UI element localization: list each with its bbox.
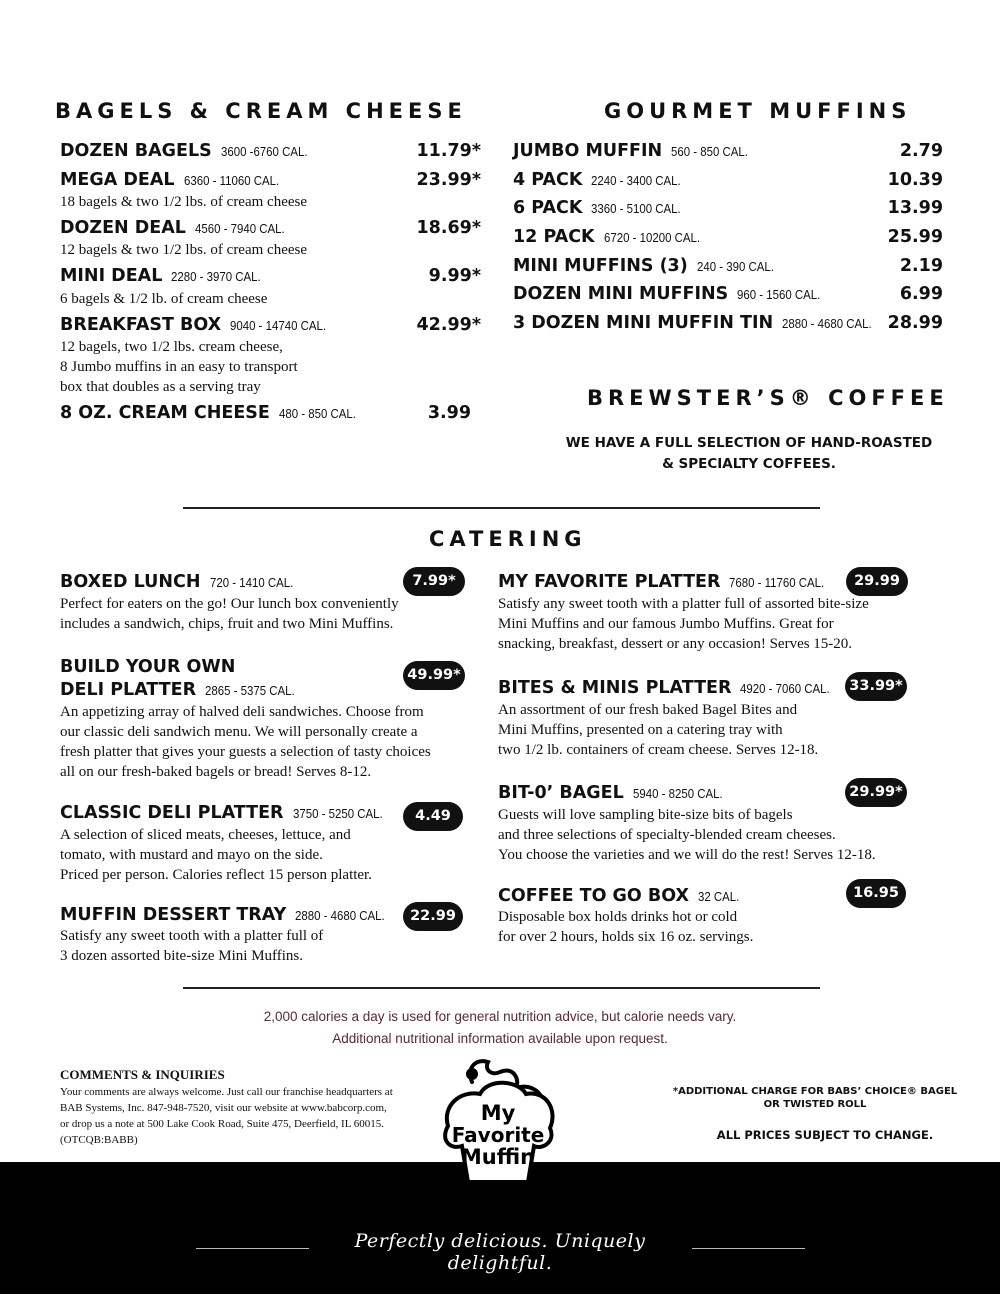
item-calories: 6720 - 10200 CAL. <box>603 230 700 245</box>
item-calories: 720 - 1410 CAL. <box>209 575 293 590</box>
my-favorite-muffin-logo <box>438 1054 560 1190</box>
coffee-description: WE HAVE A FULL SELECTION OF HAND-ROASTED & SPECIALTY COFFEES. <box>565 435 933 472</box>
tagline-rule-right <box>692 1248 805 1249</box>
item-description: An appetizing array of halved deli sandwiches. Choose from our classic deli sandwich menu. We will personally create a fresh platter that gives your guests a selection of tasty choices all on our fresh-baked bagels or bread! Serves 8-12. <box>60 704 431 780</box>
item-name: MEGA DEAL <box>60 170 175 190</box>
item-calories: 2280 - 3970 CAL. <box>171 269 262 284</box>
menu-item <box>60 170 292 190</box>
menu-item <box>513 198 693 218</box>
menu-item <box>60 266 273 286</box>
item-description: Satisfy any sweet tooth with a platter full of 3 dozen assorted bite-size Mini Muffins. <box>60 928 324 964</box>
menu-item <box>513 284 832 304</box>
item-calories: 2865 - 5375 CAL. <box>205 683 295 698</box>
item-name: BIT-0’ BAGEL <box>498 783 624 803</box>
menu-item <box>513 256 784 276</box>
item-description: Perfect for eaters on the go! Our lunch box conveniently includes a sandwich, chips, fruit and two Mini Muffins. <box>60 596 399 632</box>
item-name: MINI DEAL <box>60 266 163 286</box>
item-calories: 5940 - 8250 CAL. <box>632 786 723 801</box>
item-calories: 3600 -6760 CAL. <box>220 144 308 159</box>
price-change-notice: ALL PRICES SUBJECT TO CHANGE. <box>716 1128 934 1142</box>
item-description: 12 bagels & two 1/2 lbs. of cream cheese <box>60 242 308 258</box>
item-name: MINI MUFFINS (3) <box>513 256 688 276</box>
catering-item <box>498 886 745 906</box>
item-calories: 3750 - 5250 CAL. <box>292 806 383 821</box>
item-name: DOZEN BAGELS <box>60 141 212 161</box>
catering-item <box>60 572 304 592</box>
menu-item <box>60 141 319 161</box>
item-calories: 2880 - 4680 CAL. <box>782 316 872 331</box>
item-description: 18 bagels & two 1/2 lbs. of cream cheese <box>60 194 308 210</box>
item-calories: 2880 - 4680 CAL. <box>295 908 385 923</box>
catering-item <box>498 572 838 592</box>
nutrition-note-line1: 2,000 calories a day is used for general nutrition advice, but calorie needs vary. <box>263 1009 737 1024</box>
item-price: 28.99 <box>887 313 943 333</box>
item-calories: 240 - 390 CAL. <box>696 259 774 274</box>
tagline-rule-left <box>196 1248 309 1249</box>
price-badge: 4.49 <box>403 802 463 831</box>
item-description: Guests will love sampling bite-size bits of bagels and three selections of specialty-blended cream cheeses. You choose the varieties and we will do the rest! Serves 12-18. <box>498 807 876 863</box>
logo-line1: My <box>480 1101 516 1125</box>
price-badge: 16.95 <box>846 879 906 908</box>
item-price: 10.39 <box>887 170 943 190</box>
item-calories: 960 - 1560 CAL. <box>737 287 821 302</box>
menu-item <box>60 218 297 238</box>
tagline: Perfectly delicious. Uniquely delightful. <box>354 1230 646 1274</box>
item-price: 25.99 <box>887 227 943 247</box>
item-name: MUFFIN DESSERT TRAY <box>60 905 287 925</box>
item-price: 13.99 <box>887 198 943 218</box>
item-name: 8 OZ. CREAM CHEESE <box>60 403 270 423</box>
item-name: DOZEN DEAL <box>60 218 186 238</box>
item-name-line1: BUILD YOUR OWN <box>60 657 236 677</box>
item-name: BREAKFAST BOX <box>60 315 222 335</box>
item-name: 6 PACK <box>513 198 583 218</box>
comments-text: Your comments are always welcome. Just call our franchise headquarters at BAB Systems, Inc. 847-948-7520, visit our website at www.babcorp.com, or drop us a note at 500 Lake Cook Road, Suite 475, Deerfield, IL 60015. (OTCQB:BABB) <box>60 1086 393 1146</box>
item-description: Disposable box holds drinks hot or cold for over 2 hours, holds six 16 oz. servings. <box>498 909 754 945</box>
logo-line3: Muffin <box>460 1145 536 1169</box>
menu-item <box>60 315 339 335</box>
menu-item <box>513 170 693 190</box>
item-price: 6.99 <box>899 284 943 304</box>
item-calories: 560 - 850 CAL. <box>671 144 749 159</box>
divider <box>183 507 820 509</box>
coffee-section-title: BREWSTER’S® COFFEE <box>587 386 949 410</box>
item-price: 23.99* <box>416 170 481 190</box>
comments-title: COMMENTS & INQUIRIES <box>60 1067 225 1082</box>
item-calories: 32 CAL. <box>697 889 740 904</box>
item-name: COFFEE TO GO BOX <box>498 886 689 906</box>
item-calories: 480 - 850 CAL. <box>278 406 356 421</box>
item-description: Satisfy any sweet tooth with a platter full of assorted bite-size Mini Muffins and our famous Jumbo Muffins. Great for snacking, breakfast, dessert or any occasion! Serves 15-20. <box>498 596 869 652</box>
menu-item <box>513 227 713 247</box>
menu-item <box>60 403 366 423</box>
price-badge: 29.99* <box>845 778 907 807</box>
price-badge: 7.99* <box>403 567 465 596</box>
item-calories: 4920 - 7060 CAL. <box>740 681 831 696</box>
item-name: BITES & MINIS PLATTER <box>498 678 732 698</box>
item-calories: 3360 - 5100 CAL. <box>591 201 682 216</box>
item-name: MY FAVORITE PLATTER <box>498 572 721 592</box>
item-name: DELI PLATTER <box>60 680 197 700</box>
item-name: BOXED LUNCH <box>60 572 201 592</box>
price-badge: 22.99 <box>403 902 463 931</box>
nutrition-note-line2: Additional nutritional information available upon request. <box>332 1031 668 1046</box>
additional-charge-notice: *ADDITIONAL CHARGE FOR BABS’ CHOICE® BAGEL OR TWISTED ROLL <box>672 1086 958 1110</box>
bagels-section-title: BAGELS & CREAM CHEESE <box>55 99 467 123</box>
menu-item <box>513 313 884 333</box>
price-badge: 49.99* <box>403 661 465 690</box>
catering-section-title: CATERING <box>429 527 587 551</box>
item-calories: 2240 - 3400 CAL. <box>591 173 682 188</box>
logo-line2: Favorite <box>451 1123 545 1147</box>
price-badge: 33.99* <box>845 672 907 701</box>
item-description: 12 bagels, two 1/2 lbs. cream cheese, 8 Jumbo muffins in an easy to transport box that doubles as a serving tray <box>60 339 298 395</box>
item-description: 6 bagels & 1/2 lb. of cream cheese <box>60 291 268 307</box>
item-name: 3 DOZEN MINI MUFFIN TIN <box>513 313 774 333</box>
item-price: 3.99 <box>427 403 471 423</box>
item-price: 2.19 <box>899 256 943 276</box>
menu-item <box>513 141 759 161</box>
catering-item <box>60 905 397 925</box>
item-price: 9.99* <box>428 266 481 286</box>
divider <box>183 987 820 989</box>
catering-item <box>60 680 307 700</box>
item-price: 18.69* <box>416 218 481 238</box>
price-badge: 29.99 <box>846 567 908 596</box>
item-price: 42.99* <box>416 315 481 335</box>
item-name: JUMBO MUFFIN <box>513 141 663 161</box>
item-name: 4 PACK <box>513 170 583 190</box>
item-calories: 6360 - 11060 CAL. <box>183 173 279 188</box>
item-description: A selection of sliced meats, cheeses, lettuce, and tomato, with mustard and mayo on the side. Priced per person. Calories reflect 15 person platter. <box>60 827 372 883</box>
item-price: 11.79* <box>416 141 481 161</box>
muffin-logo-icon <box>438 1054 560 1190</box>
item-calories: 7680 - 11760 CAL. <box>729 575 825 590</box>
item-price: 2.79 <box>899 141 943 161</box>
item-name: 12 PACK <box>513 227 595 247</box>
item-calories: 9040 - 14740 CAL. <box>230 318 327 333</box>
catering-item <box>498 678 842 698</box>
muffins-section-title: GOURMET MUFFINS <box>604 99 912 123</box>
catering-item <box>60 803 394 823</box>
item-name: CLASSIC DELI PLATTER <box>60 803 284 823</box>
item-name: DOZEN MINI MUFFINS <box>513 284 729 304</box>
catering-item <box>498 783 735 803</box>
item-calories: 4560 - 7940 CAL. <box>194 221 285 236</box>
item-description: An assortment of our fresh baked Bagel Bites and Mini Muffins, presented on a catering tray with two 1/2 lb. containers of cream cheese. Serves 12-18. <box>498 702 819 758</box>
